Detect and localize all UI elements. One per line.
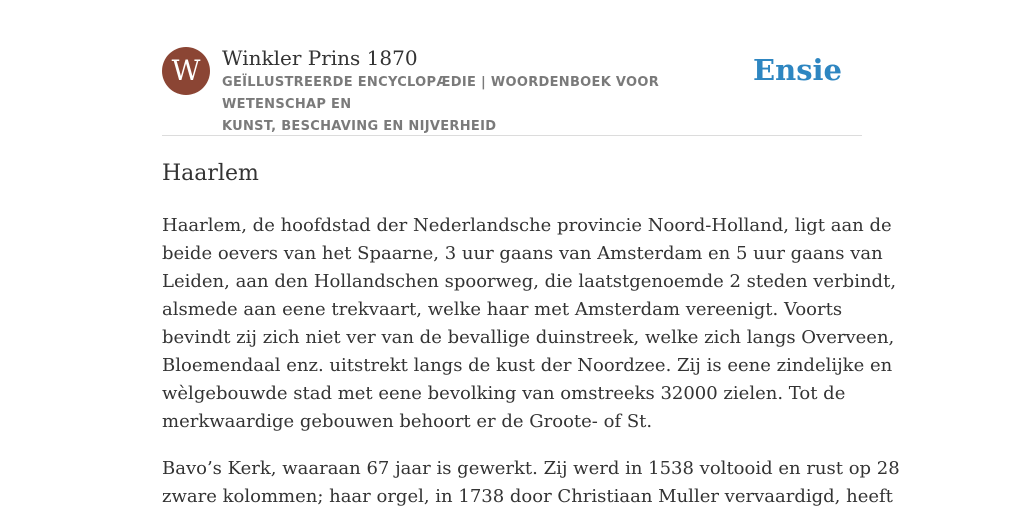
header-divider [162, 135, 862, 136]
paragraph-line: beide oevers van het Spaarne, 3 uur gaans van Amsterdam en 5 uur gaans van [162, 243, 883, 264]
entry-title: Haarlem [162, 161, 259, 186]
paragraph-line: Bloemendaal enz. uitstrekt langs de kust der Noordzee. Zij is eene zindelijke en [162, 355, 893, 376]
paragraph-line: alsmede aan eene trekvaart, welke haar met Amsterdam vereenigt. Voorts [162, 299, 843, 320]
entry-paragraph [162, 212, 897, 436]
paragraph-line: Bavo’s Kerk, waaraan 67 jaar is gewerkt. Zij werd in 1538 voltooid en rust op 28 [162, 458, 900, 479]
paragraph-line: Leiden, aan den Hollandschen spoorweg, die laatstgenoemde 2 steden verbindt, [162, 271, 897, 292]
paragraph-line: wèlgebouwde stad met eene bevolking van omstreeks 32000 zielen. Tot de [162, 383, 846, 404]
source-title[interactable]: Winkler Prins 1870 [222, 46, 418, 70]
ensie-logo-link[interactable]: Ensie [753, 53, 842, 87]
entry-paragraph [162, 455, 900, 511]
source-subtitle-line: KUNST, BESCHAVING EN NIJVERHEID [222, 119, 497, 134]
source-subtitle-line: GEÏLLUSTREERDE ENCYCLOPÆDIE | WOORDENBOEK VOOR WETENSCHAP EN [222, 75, 660, 112]
source-header [162, 45, 862, 135]
source-avatar[interactable]: W [162, 47, 210, 95]
paragraph-line: bevindt zij zich niet ver van de bevallige duinstreek, welke zich langs Overveen, [162, 327, 895, 348]
paragraph-line: zware kolommen; haar orgel, in 1738 door Christiaan Muller vervaardigd, heeft [162, 486, 893, 507]
source-subtitle [222, 72, 762, 138]
entry-body [162, 212, 900, 512]
paragraph-line: Haarlem, de hoofdstad der Nederlandsche provincie Noord-Holland, ligt aan de [162, 215, 892, 236]
paragraph-line: merkwaardige gebouwen behoort er de Groote- of St. [162, 411, 653, 432]
